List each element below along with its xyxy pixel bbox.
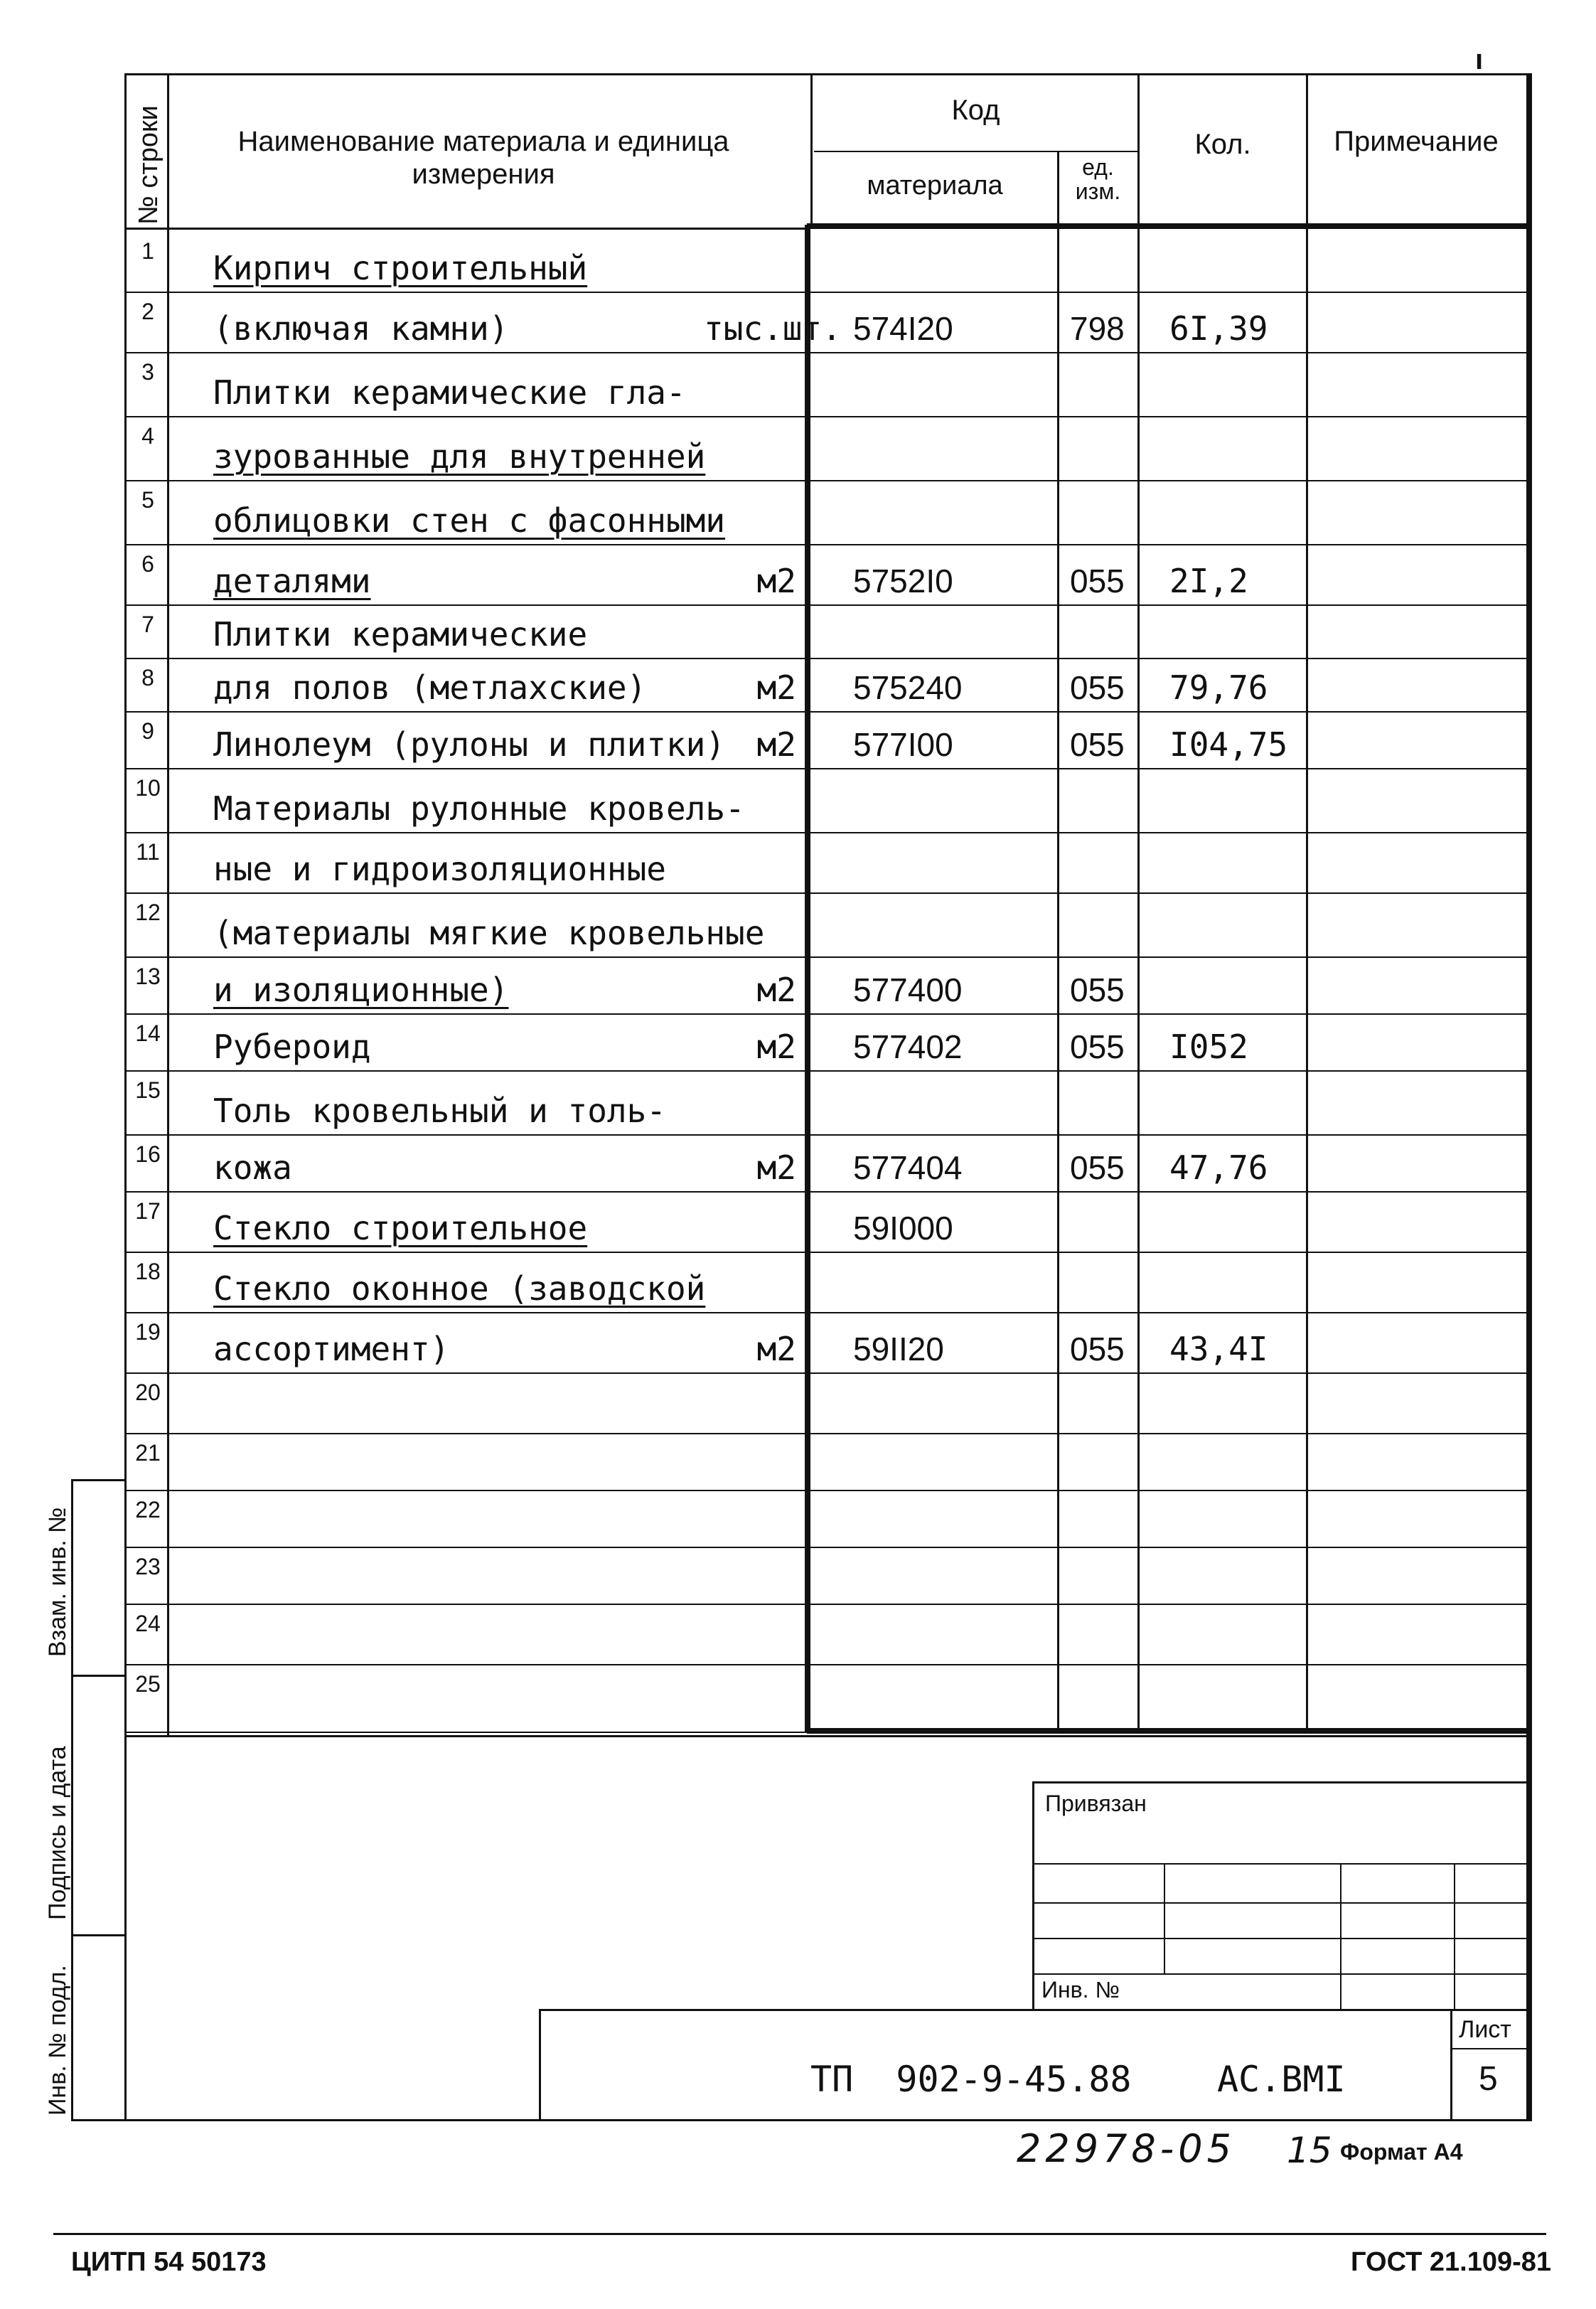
inv-no-label: Инв. № [1041, 1977, 1120, 2003]
row-number: 13 [135, 964, 161, 989]
material-name: Линолеум (рулоны и плитки) [213, 725, 726, 764]
row-line [124, 1191, 1528, 1193]
material-name: Стекло строительное [213, 1209, 588, 1247]
stamp-main-left [539, 2009, 541, 2121]
material-name: ные и гидроизоляционные [213, 850, 666, 888]
unit-divider [1137, 73, 1140, 1733]
bound-left [1032, 1781, 1034, 2010]
row-line [124, 1013, 1528, 1015]
row-line [124, 352, 1528, 353]
stamp-top [71, 1479, 127, 1481]
row-number: 17 [135, 1198, 161, 1224]
row-line [124, 1433, 1528, 1434]
row-line [124, 1134, 1528, 1136]
row-line [124, 544, 1528, 545]
row-line [124, 1732, 1528, 1733]
row-line [124, 1070, 1528, 1072]
row-line [124, 1604, 1528, 1605]
name-divider [805, 225, 810, 1732]
bound-row-1 [1032, 1863, 1530, 1865]
code-divider [1057, 151, 1059, 1733]
name-divider-header [810, 73, 813, 228]
unit-code: 055 [1070, 726, 1125, 763]
sheet-number: 5 [1479, 2060, 1498, 2098]
stamp-inv-orig: Инв. № подл. [44, 1965, 71, 2116]
material-name: зурованные для внутренней [213, 437, 706, 476]
row-line [124, 711, 1528, 713]
header-bottom-border-thick [807, 223, 1532, 229]
row-number: 2 [141, 299, 154, 324]
unit-code: 055 [1070, 1149, 1125, 1186]
unit-label: м2 [756, 1028, 796, 1066]
stamp-bottom [71, 2119, 127, 2121]
unit-label: м2 [756, 668, 796, 707]
material-code: 577404 [853, 1149, 963, 1186]
quantity: I052 [1169, 1028, 1248, 1066]
quantity: I04,75 [1169, 725, 1288, 764]
row-line [124, 416, 1528, 417]
qty-divider [1306, 73, 1308, 1733]
row-number: 14 [135, 1020, 161, 1046]
row-line [124, 658, 1528, 659]
row-line [124, 1547, 1528, 1548]
material-name: Материалы рулонные кровель- [213, 789, 745, 828]
quantity: 47,76 [1169, 1148, 1268, 1187]
table-bottom-border [124, 1735, 1532, 1737]
row-number: 4 [141, 423, 154, 449]
material-name: (включая камни) [213, 309, 509, 348]
header-name: Наименование материала и единица измерения [237, 126, 729, 190]
row-number: 15 [135, 1077, 161, 1103]
material-name: Рубероид [213, 1028, 371, 1066]
gost-code: ГОСТ 21.109-81 [1351, 2247, 1552, 2277]
header-material-code: материала [867, 171, 1003, 201]
row-line [124, 1664, 1528, 1665]
right-border [1526, 73, 1532, 2121]
stamp-main-top [539, 2009, 1530, 2011]
bound-row-4 [1032, 1973, 1530, 1975]
bound-col-3 [1454, 1863, 1455, 2009]
handwritten-number: 22978-05 [1017, 2126, 1236, 2171]
header-row-no: № строки [134, 105, 164, 225]
material-name: Стекло оконное (заводской [213, 1269, 706, 1308]
row-number: 24 [135, 1611, 161, 1636]
bound-label: Привязан [1045, 1791, 1147, 1816]
doc-code: ТП 902-9-45.88 АС.ВМI [810, 2059, 1346, 2100]
header-row-no-cell [132, 84, 164, 226]
row-number: 16 [135, 1141, 161, 1167]
row-line [124, 892, 1528, 894]
row-line [124, 956, 1528, 958]
format-label: Формат А4 [1340, 2139, 1463, 2165]
row-number: 19 [135, 1319, 161, 1345]
stamp-sign-date: Подпись и дата [44, 1746, 71, 1920]
row-number: 5 [141, 487, 154, 513]
material-code: 577I00 [853, 726, 953, 763]
unit-code: 055 [1070, 1028, 1125, 1065]
material-code: 577402 [853, 1028, 963, 1065]
unit-code: 055 [1070, 971, 1125, 1008]
quantity: 2I,2 [1169, 562, 1248, 600]
unit-label: м2 [756, 1330, 796, 1368]
row-line [124, 1252, 1528, 1253]
material-name: и изоляционные) [213, 971, 509, 1009]
material-name: ассортимент) [213, 1330, 450, 1368]
row-number: 20 [135, 1380, 161, 1405]
material-name: кожа [213, 1148, 292, 1187]
bound-col-1 [1164, 1863, 1165, 1973]
header-code: Код [951, 95, 1000, 126]
row-number: 11 [136, 839, 160, 865]
unit-code: 798 [1070, 310, 1125, 347]
row-number: 22 [135, 1497, 161, 1523]
bound-top [1032, 1781, 1530, 1783]
row-line [124, 1372, 1528, 1374]
row-number: 3 [141, 359, 154, 385]
corner-mark: ı [1475, 44, 1484, 75]
unit-code: 055 [1070, 669, 1125, 706]
row-number: 6 [141, 551, 154, 577]
material-name: деталями [213, 562, 371, 600]
row-number: 7 [141, 612, 154, 637]
unit-code: 055 [1070, 1331, 1125, 1367]
bound-col-2 [1340, 1863, 1341, 2009]
quantity: 43,4I [1169, 1330, 1268, 1368]
material-code: 577400 [853, 971, 963, 1008]
unit-label: м2 [756, 725, 796, 764]
bound-row-3 [1032, 1938, 1530, 1939]
footer-rule [53, 2233, 1546, 2235]
sheet-label-divider [1450, 2048, 1530, 2049]
unit-label: м2 [756, 562, 796, 600]
material-code: 574I20 [853, 310, 953, 347]
header-qty: Кол. [1194, 129, 1251, 160]
row-number: 9 [141, 718, 154, 744]
stamp-div-1 [71, 1675, 127, 1677]
row-line [124, 832, 1528, 833]
material-name: (материалы мягкие кровельные [213, 914, 765, 952]
unit-label: тыс.шт. [704, 309, 842, 348]
stamp-div-2 [71, 1934, 127, 1936]
row-number: 23 [135, 1554, 161, 1579]
row-line [124, 292, 1528, 293]
row-number: 18 [135, 1259, 161, 1284]
row-number: 25 [135, 1671, 161, 1697]
quantity: 6I,39 [1169, 309, 1268, 348]
sheet-divider [1450, 2009, 1452, 2121]
material-code: 59I000 [853, 1210, 953, 1247]
header-note: Примечание [1334, 126, 1499, 157]
material-code: 59II20 [853, 1331, 944, 1367]
row-line [124, 480, 1528, 481]
material-code: 5752I0 [853, 562, 953, 599]
row-line [124, 1312, 1528, 1313]
row-number: 8 [141, 665, 154, 690]
header-bottom-border [124, 228, 807, 230]
row-line [124, 604, 1528, 606]
printer-code: ЦИТП 54 50173 [71, 2247, 267, 2277]
row-line [124, 1490, 1528, 1491]
stamp-replace-inv: Взам. инв. № [44, 1507, 71, 1657]
material-name: Плитки керамические [213, 615, 588, 654]
material-name: Толь кровельный и толь- [213, 1092, 666, 1130]
copy-number: 15 [1287, 2130, 1332, 2171]
material-code: 575240 [853, 669, 963, 706]
material-name: облицовки стен с фасонными [213, 501, 726, 540]
bound-row-2 [1032, 1902, 1530, 1904]
material-name: Плитки керамические гла- [213, 373, 686, 412]
unit-code: 055 [1070, 562, 1125, 599]
frame-bottom [124, 2119, 1532, 2121]
code-subheader-border [814, 151, 1137, 152]
sheet-label: Лист [1459, 2016, 1511, 2043]
row-number: 10 [135, 775, 161, 801]
row-number: 12 [135, 900, 161, 925]
table-top-border [124, 73, 1532, 75]
row-line [124, 768, 1528, 769]
unit-label: м2 [756, 971, 796, 1009]
header-unit-code: ед. изм. [1075, 154, 1121, 204]
quantity: 79,76 [1169, 668, 1268, 707]
material-name: Кирпич строительный [213, 249, 588, 287]
material-name: для полов (метлахские) [213, 668, 647, 707]
row-number: 21 [135, 1440, 161, 1466]
row-number: 1 [141, 238, 154, 264]
unit-label: м2 [756, 1148, 796, 1187]
